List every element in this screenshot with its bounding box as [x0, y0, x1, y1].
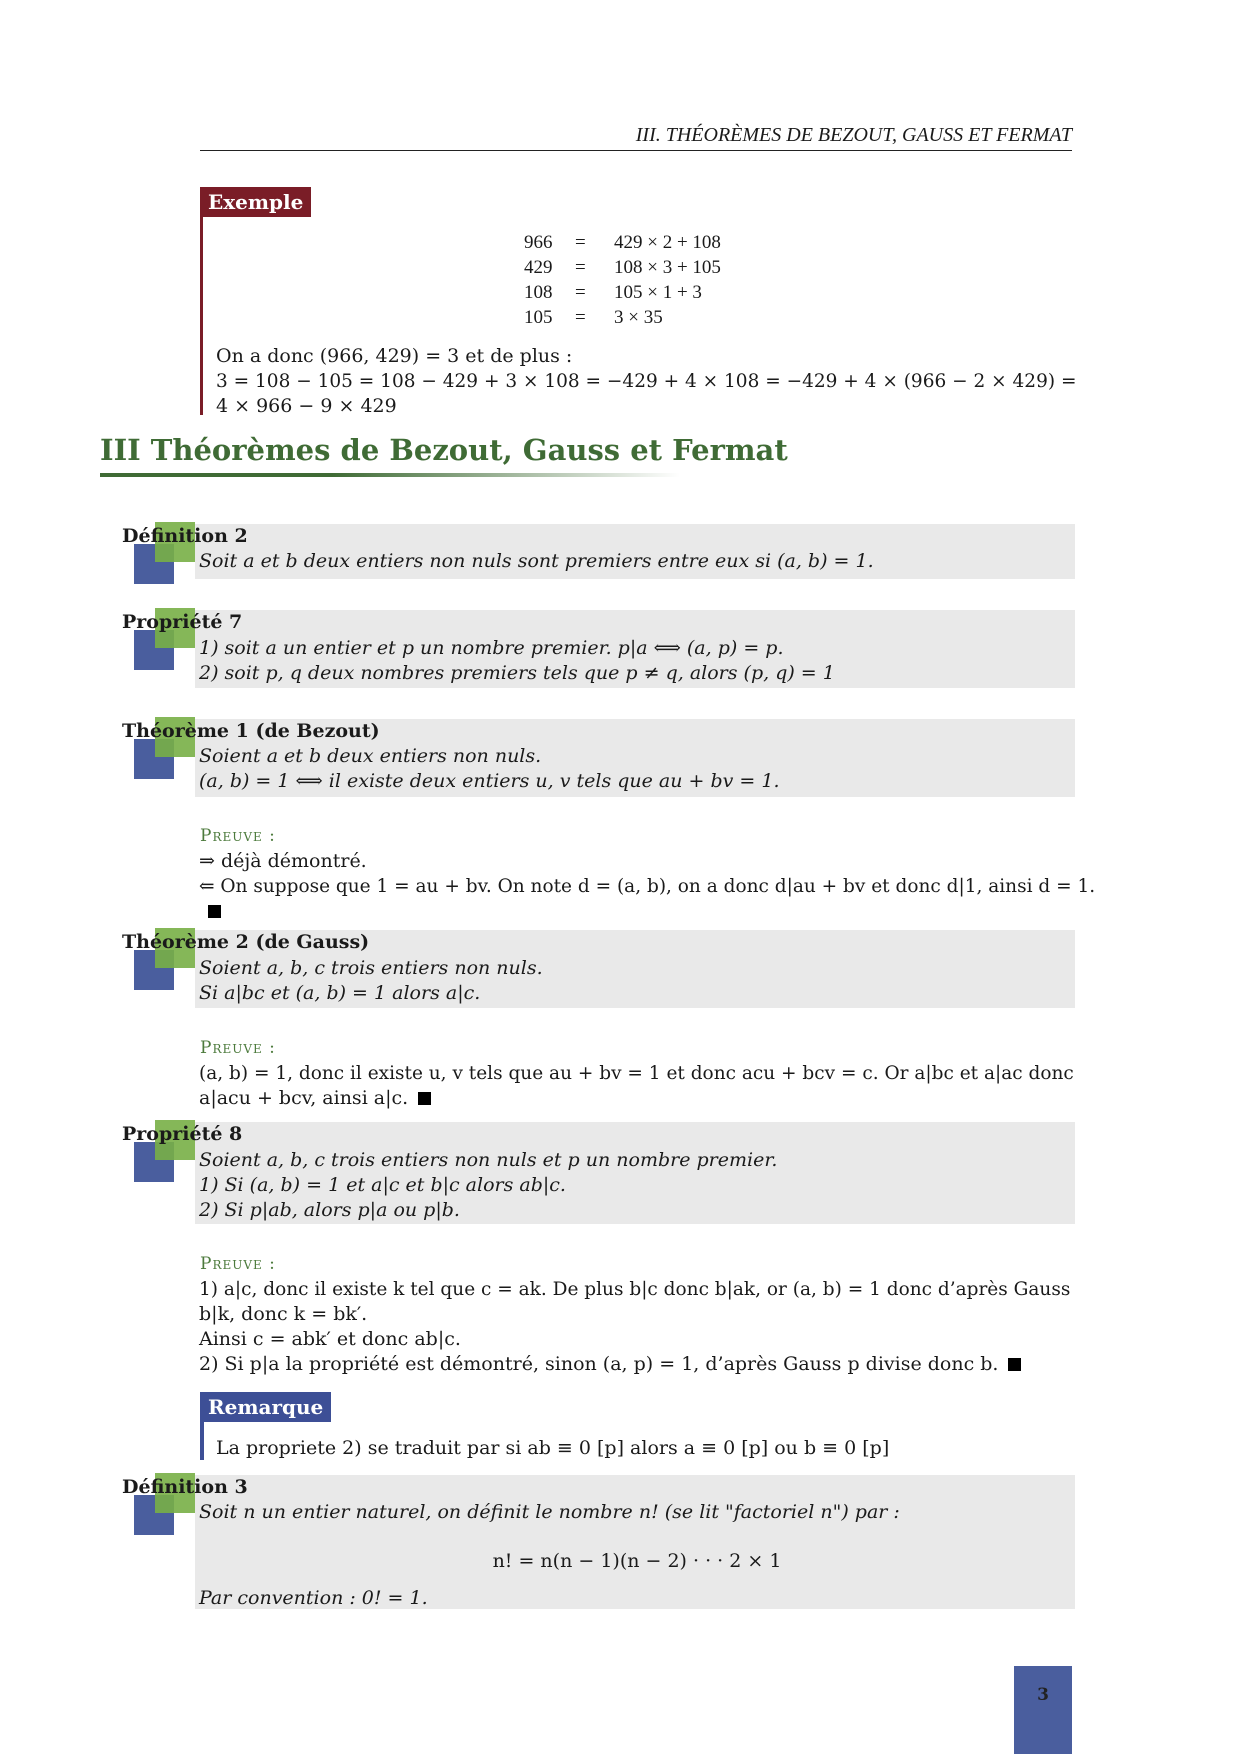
- propriete-8-line: Soient a, b, c trois entiers non nuls et p un nombre premier.: [199, 1149, 778, 1171]
- definition-3-line: Par convention : 0! = 1.: [199, 1587, 428, 1609]
- exemple-bar: [200, 217, 203, 415]
- eq-lhs: 105: [524, 307, 553, 328]
- proof-3-line: Ainsi c = abk′ et donc ab|c.: [199, 1328, 461, 1350]
- theoreme-1-line: (a, b) = 1 ⟺ il existe deux entiers u, v tels que au + bv = 1.: [199, 770, 780, 792]
- factorial-formula: n! = n(n − 1)(n − 2) · · · 2 × 1: [492, 1550, 782, 1572]
- remarque-bar: [200, 1422, 204, 1460]
- proof-1-line: ⇐ On suppose que 1 = au + bv. On note d = (a, b), on a donc d|au + bv et donc d|1, ainsi d = 1.: [199, 876, 1096, 897]
- proof-3-line-text: 2) Si p|a la propriété est démontré, sinon (a, p) = 1, d’après Gauss p divise donc b.: [199, 1353, 999, 1375]
- exemple-tag: Exemple: [200, 187, 311, 217]
- theoreme-2-title: Théorème 2 (de Gauss): [122, 931, 370, 953]
- qed-symbol: [1008, 1358, 1021, 1371]
- propriete-7-title: Propriété 7: [122, 611, 243, 633]
- eq-rhs: 105 × 1 + 3: [614, 282, 702, 303]
- eq-rel: =: [575, 307, 586, 328]
- propriete-8-title: Propriété 8: [122, 1123, 243, 1145]
- proof-1-label: Preuve :: [200, 826, 276, 846]
- definition-3-title: Définition 3: [122, 1476, 248, 1498]
- eq-rel: =: [575, 257, 586, 278]
- eq-rel: =: [575, 282, 586, 303]
- propriete-8-line: 1) Si (a, b) = 1 et a|c et b|c alors ab|c.: [199, 1174, 566, 1196]
- proof-2-line-text: a|acu + bcv, ainsi a|c.: [199, 1087, 409, 1109]
- definition-3-line: Soit n un entier naturel, on définit le nombre n! (se lit "factoriel n") par :: [199, 1501, 900, 1523]
- section-rule: [100, 473, 680, 477]
- proof-2-line: [199, 1086, 431, 1111]
- theoreme-2-line: Si a|bc et (a, b) = 1 alors a|c.: [199, 982, 481, 1004]
- section-title: III Théorèmes de Bezout, Gauss et Fermat: [100, 433, 788, 467]
- proof-2-label: Preuve :: [200, 1038, 276, 1058]
- qed-symbol: [208, 905, 221, 918]
- theoreme-2-line: Soient a, b, c trois entiers non nuls.: [199, 957, 543, 979]
- proof-2-line: (a, b) = 1, donc il existe u, v tels que au + bv = 1 et donc acu + bcv = c. Or a|bc et a|ac donc: [199, 1063, 1074, 1084]
- exemple-line: On a donc (966, 429) = 3 et de plus :: [216, 345, 573, 367]
- eq-rhs: 108 × 3 + 105: [614, 257, 721, 278]
- definition-2-text: Soit a et b deux entiers non nuls sont premiers entre eux si (a, b) = 1.: [199, 550, 874, 572]
- exemple-line: 4 × 966 − 9 × 429: [216, 395, 397, 417]
- qed-symbol: [418, 1092, 431, 1105]
- eq-lhs: 429: [524, 257, 553, 278]
- proof-3-line: 1) a|c, donc il existe k tel que c = ak. De plus b|c donc b|ak, or (a, b) = 1 donc d’après Gauss: [199, 1279, 1071, 1300]
- definition-2-title: Définition 2: [122, 525, 248, 547]
- proof-3-label: Preuve :: [200, 1254, 276, 1274]
- running-header: III. THÉORÈMES DE BEZOUT, GAUSS ET FERMAT: [200, 124, 1072, 151]
- proof-1-line: ⇒ déjà démontré.: [199, 850, 367, 872]
- page-number: 3: [1037, 1685, 1049, 1705]
- theoreme-1-line: Soient a et b deux entiers non nuls.: [199, 745, 542, 767]
- exemple-line: 3 = 108 − 105 = 108 − 429 + 3 × 108 = −429 + 4 × 108 = −429 + 4 × (966 − 2 × 429) =: [216, 371, 1077, 392]
- remarque-tag: Remarque: [200, 1392, 331, 1422]
- eq-lhs: 966: [524, 232, 553, 253]
- propriete-7-line: 2) soit p, q deux nombres premiers tels que p ≠ q, alors (p, q) = 1: [199, 662, 835, 684]
- propriete-7-line: 1) soit a un entier et p un nombre premier. p|a ⟺ (a, p) = p.: [199, 637, 784, 659]
- eq-rhs: 429 × 2 + 108: [614, 232, 721, 253]
- proof-3-line: [199, 1352, 1021, 1377]
- eq-rel: =: [575, 232, 586, 253]
- page-number-box: [1014, 1666, 1072, 1754]
- eq-rhs: 3 × 35: [614, 307, 663, 328]
- remarque-text: La propriete 2) se traduit par si ab ≡ 0 [p] alors a ≡ 0 [p] ou b ≡ 0 [p]: [216, 1437, 890, 1459]
- theoreme-1-title: Théorème 1 (de Bezout): [122, 720, 380, 742]
- eq-lhs: 108: [524, 282, 553, 303]
- proof-3-line: b|k, donc k = bk′.: [199, 1303, 368, 1325]
- propriete-8-line: 2) Si p|ab, alors p|a ou p|b.: [199, 1199, 460, 1221]
